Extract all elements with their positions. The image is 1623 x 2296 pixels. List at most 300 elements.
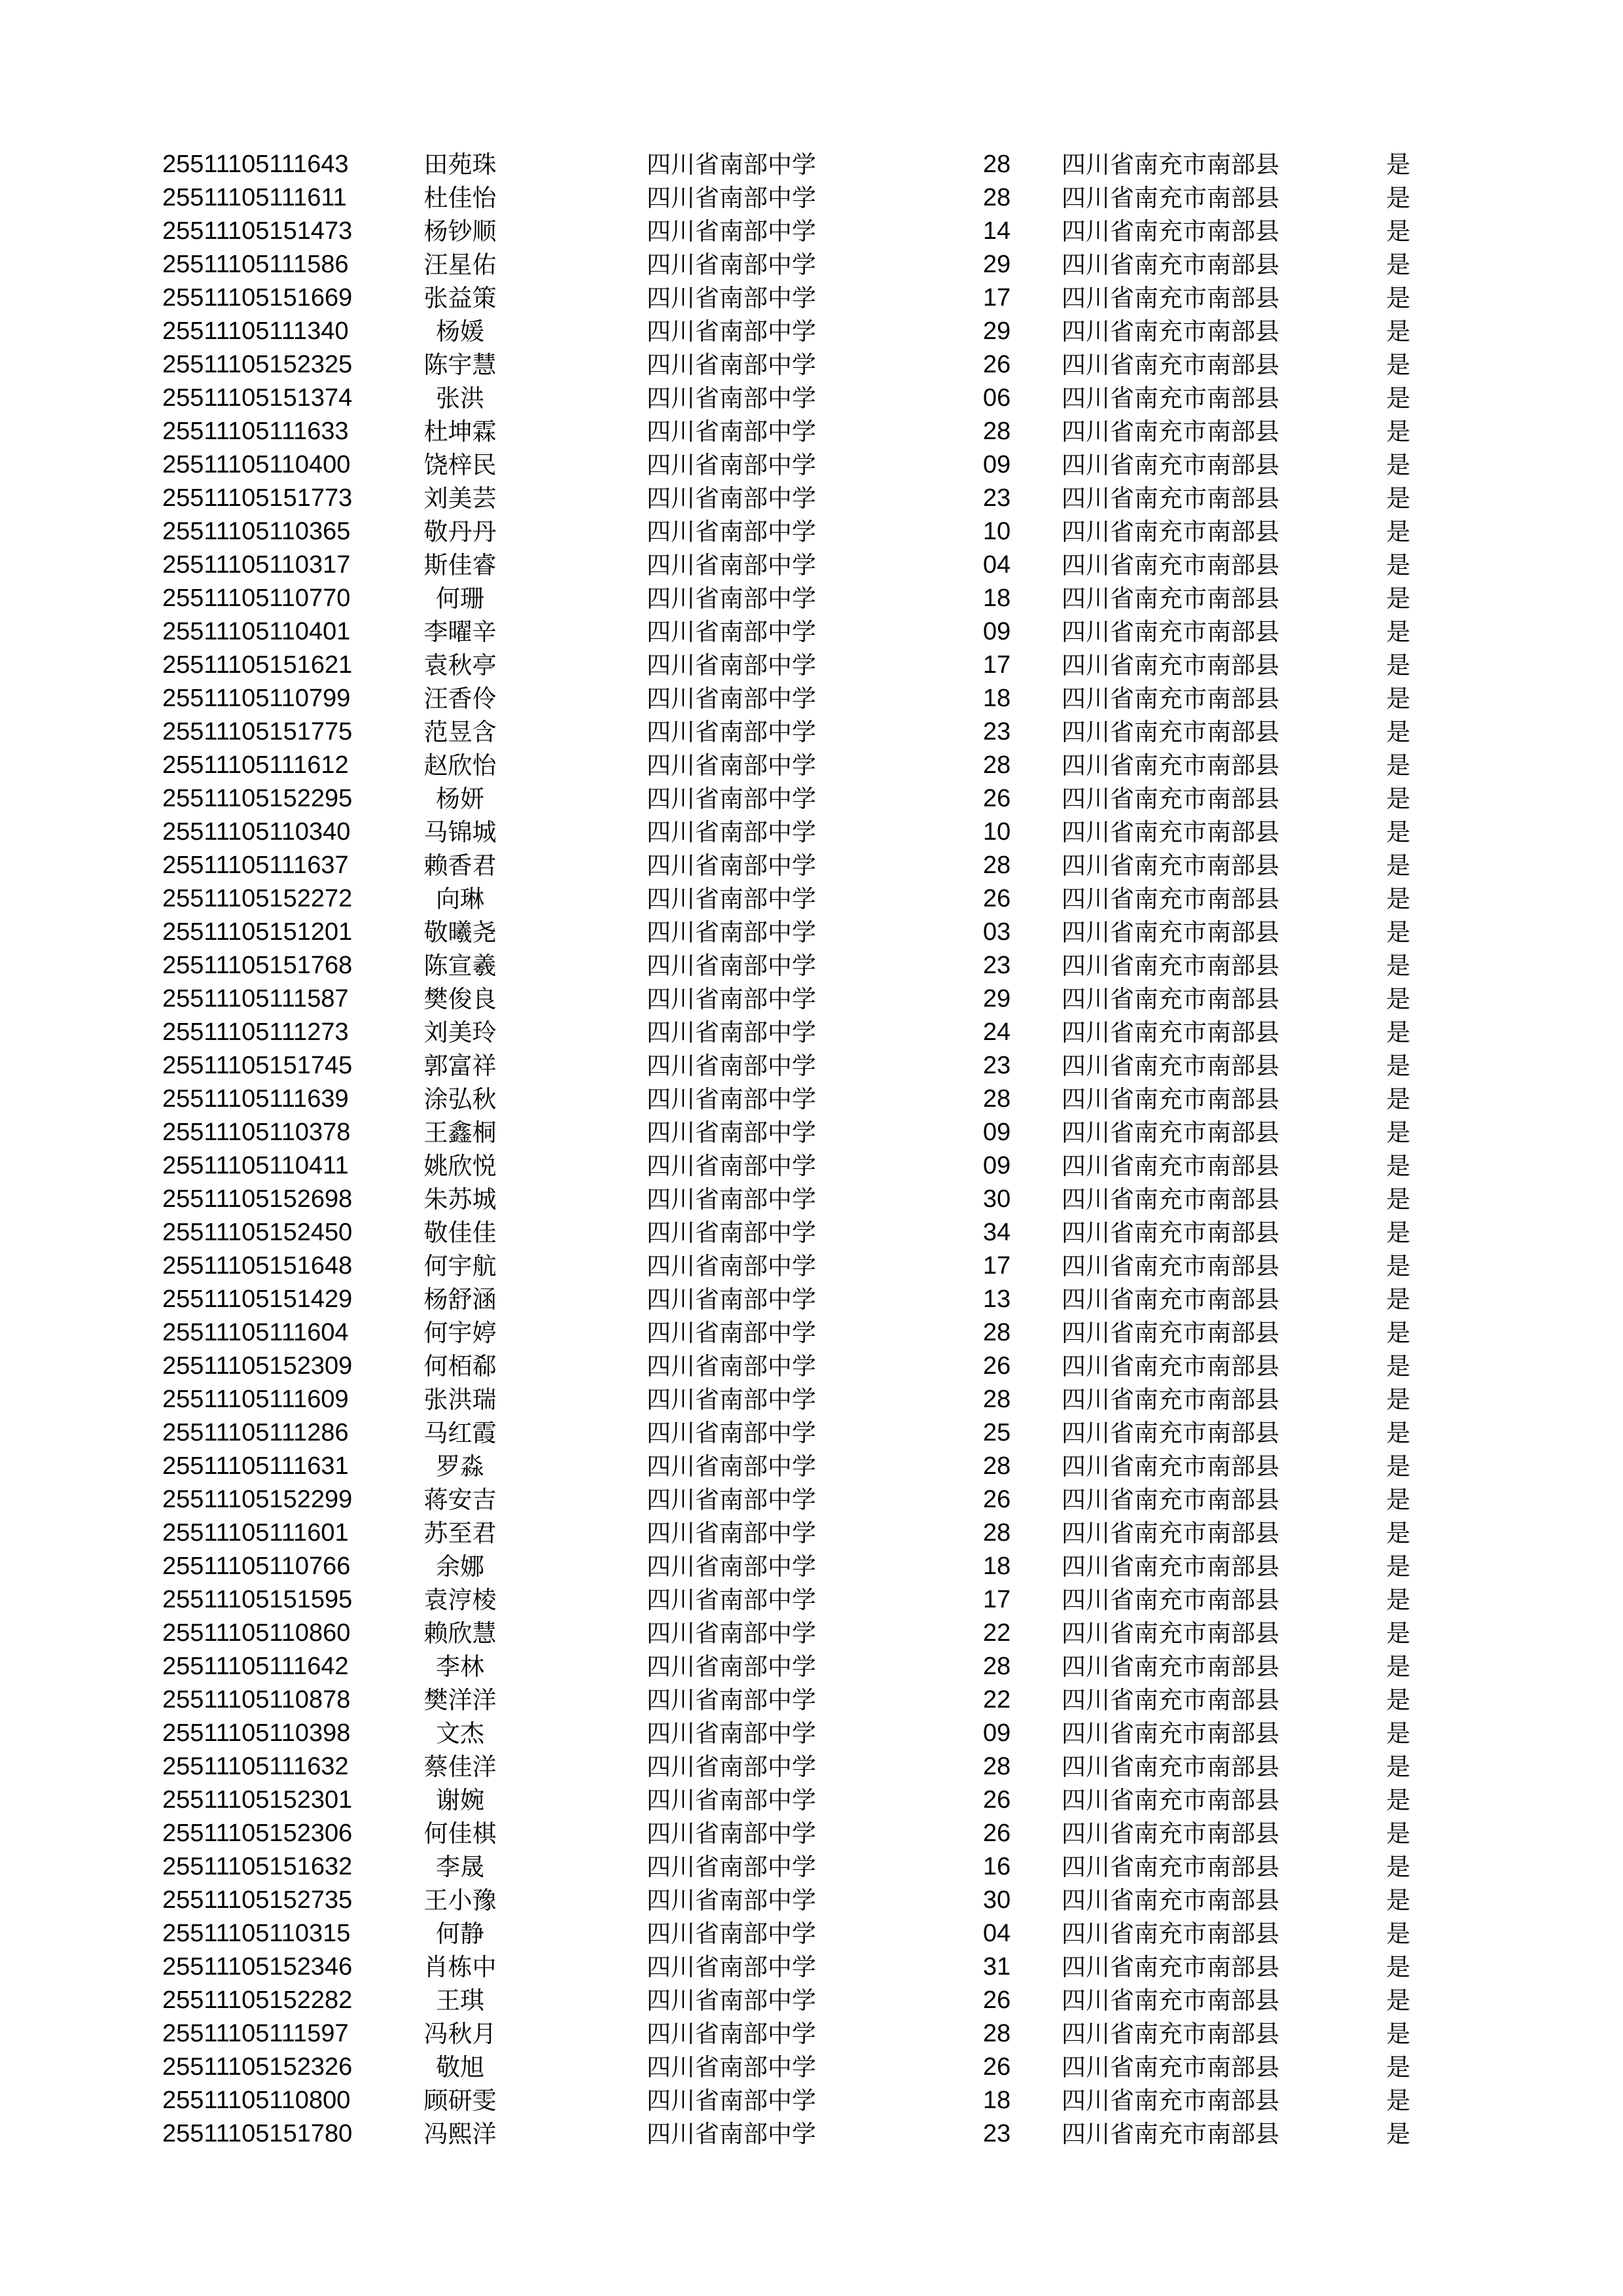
candidate-id-cell: 25511105111633	[162, 418, 349, 445]
table-row	[0, 215, 1623, 248]
school-name-cell: 四川省南部中学	[647, 217, 816, 245]
class-number-cell: 18	[983, 584, 1011, 612]
school-name-cell: 四川省南部中学	[647, 818, 816, 846]
student-name-cell: 赵欣怡	[423, 751, 497, 780]
region-cell: 四川省南充市南部县	[1061, 1986, 1279, 2015]
class-number-cell: 04	[983, 1920, 1011, 1947]
status-flag-cell: 是	[1386, 1986, 1410, 2015]
region-cell: 四川省南充市南部县	[1061, 1619, 1279, 1647]
candidate-id-cell: 25511105111611	[162, 184, 347, 211]
student-name-cell: 马锦城	[423, 818, 497, 846]
class-number-cell: 23	[983, 1052, 1011, 1079]
class-number-cell: 28	[983, 1085, 1011, 1113]
status-flag-cell: 是	[1386, 1486, 1410, 1514]
table-row	[0, 982, 1623, 1016]
student-name-cell: 罗淼	[436, 1452, 484, 1480]
school-name-cell: 四川省南部中学	[647, 1419, 816, 1447]
school-name-cell: 四川省南部中学	[647, 2087, 816, 2115]
table-row	[0, 1617, 1623, 1650]
school-name-cell: 四川省南部中学	[647, 1252, 816, 1280]
region-cell: 四川省南充市南部县	[1061, 852, 1279, 880]
region-cell: 四川省南充市南部县	[1061, 1319, 1279, 1347]
class-number-cell: 28	[983, 151, 1011, 178]
candidate-id-cell: 25511105110770	[162, 584, 351, 612]
status-flag-cell: 是	[1386, 418, 1410, 446]
candidate-id-cell: 25511105152306	[162, 1820, 353, 1847]
status-flag-cell: 是	[1386, 551, 1410, 579]
student-name-cell: 王琪	[436, 1986, 484, 2015]
school-name-cell: 四川省南部中学	[647, 1452, 816, 1480]
candidate-id-cell: 25511105110398	[162, 1719, 351, 1747]
table-row	[0, 2017, 1623, 2051]
student-name-cell: 张洪	[436, 384, 484, 412]
table-row	[0, 515, 1623, 548]
student-name-cell: 何佳棋	[423, 1820, 497, 1848]
class-number-cell: 28	[983, 1753, 1011, 1780]
student-name-cell: 饶梓民	[423, 451, 497, 479]
region-cell: 四川省南充市南部县	[1061, 785, 1279, 813]
school-name-cell: 四川省南部中学	[647, 718, 816, 746]
region-cell: 四川省南充市南部县	[1061, 584, 1279, 613]
region-cell: 四川省南充市南部县	[1061, 885, 1279, 913]
student-name-cell: 姚欣悦	[423, 1152, 497, 1180]
school-name-cell: 四川省南部中学	[647, 1018, 816, 1047]
student-name-cell: 谢婉	[436, 1786, 484, 1814]
candidate-id-cell: 25511105111586	[162, 251, 349, 278]
candidate-id-cell: 25511105151775	[162, 718, 353, 745]
class-number-cell: 26	[983, 1486, 1011, 1513]
candidate-id-cell: 25511105151745	[162, 1052, 353, 1079]
student-name-cell: 樊俊良	[423, 985, 497, 1013]
table-row	[0, 1583, 1623, 1617]
region-cell: 四川省南充市南部县	[1061, 918, 1279, 946]
student-name-cell: 杜坤霖	[423, 418, 497, 446]
student-name-cell: 杜佳怡	[423, 184, 497, 212]
school-name-cell: 四川省南部中学	[647, 852, 816, 880]
status-flag-cell: 是	[1386, 184, 1410, 212]
table-row	[0, 916, 1623, 949]
region-cell: 四川省南充市南部县	[1061, 1686, 1279, 1714]
student-name-cell: 杨舒涵	[423, 1285, 497, 1314]
table-row	[0, 682, 1623, 715]
candidate-id-cell: 25511105111642	[162, 1653, 349, 1680]
student-name-cell: 冯秋月	[423, 2020, 497, 2048]
class-number-cell: 22	[983, 1686, 1011, 1713]
candidate-id-cell: 25511105111631	[162, 1452, 349, 1480]
region-cell: 四川省南充市南部县	[1061, 1552, 1279, 1581]
candidate-id-cell: 25511105152698	[162, 1185, 353, 1213]
region-cell: 四川省南充市南部县	[1061, 1519, 1279, 1547]
student-name-cell: 张洪瑞	[423, 1386, 497, 1414]
status-flag-cell: 是	[1386, 1185, 1410, 1213]
table-row	[0, 1283, 1623, 1316]
status-flag-cell: 是	[1386, 852, 1410, 880]
class-number-cell: 34	[983, 1219, 1011, 1246]
student-name-cell: 向琳	[436, 885, 484, 913]
status-flag-cell: 是	[1386, 1686, 1410, 1714]
candidate-id-cell: 25511105151595	[162, 1586, 353, 1613]
table-row	[0, 1350, 1623, 1383]
region-cell: 四川省南充市南部县	[1061, 1486, 1279, 1514]
status-flag-cell: 是	[1386, 1285, 1410, 1314]
status-flag-cell: 是	[1386, 1452, 1410, 1480]
candidate-id-cell: 25511105151648	[162, 1252, 353, 1280]
region-cell: 四川省南充市南部县	[1061, 751, 1279, 780]
school-name-cell: 四川省南部中学	[647, 1552, 816, 1581]
candidate-id-cell: 25511105110766	[162, 1552, 351, 1580]
student-name-cell: 赖欣慧	[423, 1619, 497, 1647]
class-number-cell: 29	[983, 317, 1011, 345]
status-flag-cell: 是	[1386, 1119, 1410, 1147]
status-flag-cell: 是	[1386, 1586, 1410, 1614]
status-flag-cell: 是	[1386, 1018, 1410, 1047]
status-flag-cell: 是	[1386, 2087, 1410, 2115]
student-name-cell: 朱苏城	[423, 1185, 497, 1213]
table-row	[0, 1083, 1623, 1116]
student-name-cell: 郭富祥	[423, 1052, 497, 1080]
region-cell: 四川省南充市南部县	[1061, 1886, 1279, 1914]
region-cell: 四川省南充市南部县	[1061, 1219, 1279, 1247]
region-cell: 四川省南充市南部县	[1061, 184, 1279, 212]
region-cell: 四川省南充市南部县	[1061, 2020, 1279, 2048]
student-name-cell: 范昱含	[423, 718, 497, 746]
class-number-cell: 28	[983, 751, 1011, 779]
student-name-cell: 肖栋中	[423, 1953, 497, 1981]
table-row	[0, 649, 1623, 682]
table-row	[0, 1450, 1623, 1483]
candidate-id-cell: 25511105111273	[162, 1018, 349, 1046]
table-row	[0, 1516, 1623, 1550]
region-cell: 四川省南充市南部县	[1061, 551, 1279, 579]
region-cell: 四川省南充市南部县	[1061, 251, 1279, 279]
status-flag-cell: 是	[1386, 885, 1410, 913]
candidate-id-cell: 25511105111340	[162, 317, 349, 345]
candidate-id-cell: 25511105111637	[162, 852, 349, 879]
class-number-cell: 17	[983, 1252, 1011, 1280]
status-flag-cell: 是	[1386, 217, 1410, 245]
class-number-cell: 28	[983, 184, 1011, 211]
table-row	[0, 348, 1623, 382]
class-number-cell: 24	[983, 1018, 1011, 1046]
school-name-cell: 四川省南部中学	[647, 751, 816, 780]
school-name-cell: 四川省南部中学	[647, 1352, 816, 1380]
status-flag-cell: 是	[1386, 1920, 1410, 1948]
table-row	[0, 1149, 1623, 1183]
table-row	[0, 1016, 1623, 1049]
status-flag-cell: 是	[1386, 1219, 1410, 1247]
candidate-id-cell: 25511105151621	[162, 651, 353, 679]
candidate-id-cell: 25511105111604	[162, 1319, 349, 1346]
student-name-cell: 汪香伶	[423, 685, 497, 713]
class-number-cell: 25	[983, 1419, 1011, 1446]
table-row	[0, 949, 1623, 982]
status-flag-cell: 是	[1386, 1953, 1410, 1981]
region-cell: 四川省南充市南部县	[1061, 518, 1279, 546]
status-flag-cell: 是	[1386, 1653, 1410, 1681]
status-flag-cell: 是	[1386, 284, 1410, 312]
school-name-cell: 四川省南部中学	[647, 184, 816, 212]
school-name-cell: 四川省南部中学	[647, 451, 816, 479]
student-name-cell: 苏至君	[423, 1519, 497, 1547]
region-cell: 四川省南充市南部县	[1061, 2053, 1279, 2081]
candidate-id-cell: 25511105111597	[162, 2020, 349, 2047]
table-row	[0, 1416, 1623, 1450]
school-name-cell: 四川省南部中学	[647, 251, 816, 279]
table-row	[0, 248, 1623, 281]
class-number-cell: 23	[983, 952, 1011, 979]
school-name-cell: 四川省南部中学	[647, 551, 816, 579]
candidate-id-cell: 25511105110378	[162, 1119, 351, 1146]
school-name-cell: 四川省南部中学	[647, 1285, 816, 1314]
table-row	[0, 749, 1623, 782]
class-number-cell: 26	[983, 785, 1011, 812]
region-cell: 四川省南充市南部县	[1061, 151, 1279, 179]
school-name-cell: 四川省南部中学	[647, 1920, 816, 1948]
region-cell: 四川省南充市南部县	[1061, 1853, 1279, 1881]
region-cell: 四川省南充市南部县	[1061, 451, 1279, 479]
table-row	[0, 882, 1623, 916]
table-row	[0, 1817, 1623, 1850]
region-cell: 四川省南充市南部县	[1061, 1018, 1279, 1047]
region-cell: 四川省南充市南部县	[1061, 618, 1279, 646]
status-flag-cell: 是	[1386, 484, 1410, 512]
school-name-cell: 四川省南部中学	[647, 785, 816, 813]
region-cell: 四川省南充市南部县	[1061, 1052, 1279, 1080]
region-cell: 四川省南充市南部县	[1061, 685, 1279, 713]
class-number-cell: 28	[983, 1386, 1011, 1413]
class-number-cell: 28	[983, 1452, 1011, 1480]
region-cell: 四川省南充市南部县	[1061, 317, 1279, 346]
student-name-cell: 马红霞	[423, 1419, 497, 1447]
status-flag-cell: 是	[1386, 818, 1410, 846]
school-name-cell: 四川省南部中学	[647, 2053, 816, 2081]
class-number-cell: 29	[983, 985, 1011, 1013]
region-cell: 四川省南充市南部县	[1061, 985, 1279, 1013]
region-cell: 四川省南充市南部县	[1061, 1820, 1279, 1848]
school-name-cell: 四川省南部中学	[647, 484, 816, 512]
status-flag-cell: 是	[1386, 151, 1410, 179]
status-flag-cell: 是	[1386, 1352, 1410, 1380]
class-number-cell: 09	[983, 1152, 1011, 1179]
student-name-cell: 杨妍	[436, 785, 484, 813]
class-number-cell: 26	[983, 1986, 1011, 2014]
region-cell: 四川省南充市南部县	[1061, 1386, 1279, 1414]
region-cell: 四川省南充市南部县	[1061, 2120, 1279, 2148]
table-row	[0, 548, 1623, 582]
class-number-cell: 16	[983, 1853, 1011, 1880]
candidate-id-cell: 25511105152735	[162, 1886, 353, 1914]
table-row	[0, 782, 1623, 816]
school-name-cell: 四川省南部中学	[647, 584, 816, 613]
student-name-cell: 王小豫	[423, 1886, 497, 1914]
status-flag-cell: 是	[1386, 317, 1410, 346]
school-name-cell: 四川省南部中学	[647, 351, 816, 379]
student-name-cell: 敬佳佳	[423, 1219, 497, 1247]
table-row	[0, 1316, 1623, 1350]
school-name-cell: 四川省南部中学	[647, 918, 816, 946]
student-name-cell: 王鑫桐	[423, 1119, 497, 1147]
region-cell: 四川省南充市南部县	[1061, 1920, 1279, 1948]
student-name-cell: 冯熙洋	[423, 2120, 497, 2148]
candidate-id-cell: 25511105151632	[162, 1853, 353, 1880]
student-name-cell: 刘美芸	[423, 484, 497, 512]
candidate-id-cell: 25511105110317	[162, 551, 351, 579]
status-flag-cell: 是	[1386, 718, 1410, 746]
status-flag-cell: 是	[1386, 584, 1410, 613]
status-flag-cell: 是	[1386, 1252, 1410, 1280]
candidate-id-cell: 25511105151374	[162, 384, 353, 412]
table-row	[0, 281, 1623, 315]
region-cell: 四川省南充市南部县	[1061, 1719, 1279, 1748]
student-name-cell: 刘美玲	[423, 1018, 497, 1047]
candidate-id-cell: 25511105152299	[162, 1486, 353, 1513]
table-row	[0, 1950, 1623, 1984]
status-flag-cell: 是	[1386, 351, 1410, 379]
status-flag-cell: 是	[1386, 1552, 1410, 1581]
status-flag-cell: 是	[1386, 1719, 1410, 1748]
status-flag-cell: 是	[1386, 785, 1410, 813]
student-name-cell: 袁涥棱	[423, 1586, 497, 1614]
candidate-id-cell: 25511105152295	[162, 785, 353, 812]
class-number-cell: 28	[983, 1319, 1011, 1346]
class-number-cell: 09	[983, 618, 1011, 645]
table-row	[0, 1717, 1623, 1750]
student-name-cell: 顾研雯	[423, 2087, 497, 2115]
region-cell: 四川省南充市南部县	[1061, 952, 1279, 980]
table-row	[0, 1383, 1623, 1416]
class-number-cell: 17	[983, 1586, 1011, 1613]
student-name-cell: 文杰	[436, 1719, 484, 1748]
school-name-cell: 四川省南部中学	[647, 2020, 816, 2048]
table-row	[0, 2084, 1623, 2117]
class-number-cell: 23	[983, 2120, 1011, 2147]
class-number-cell: 26	[983, 1352, 1011, 1380]
table-row	[0, 2051, 1623, 2084]
region-cell: 四川省南充市南部县	[1061, 484, 1279, 512]
class-number-cell: 13	[983, 1285, 1011, 1313]
status-flag-cell: 是	[1386, 685, 1410, 713]
school-name-cell: 四川省南部中学	[647, 151, 816, 179]
table-row	[0, 1116, 1623, 1149]
school-name-cell: 四川省南部中学	[647, 1786, 816, 1814]
status-flag-cell: 是	[1386, 2053, 1410, 2081]
table-row	[0, 1550, 1623, 1583]
status-flag-cell: 是	[1386, 751, 1410, 780]
table-row	[0, 2117, 1623, 2151]
candidate-id-cell: 25511105110411	[162, 1152, 349, 1179]
school-name-cell: 四川省南部中学	[647, 685, 816, 713]
candidate-id-cell: 25511105110340	[162, 818, 351, 846]
status-flag-cell: 是	[1386, 1052, 1410, 1080]
student-name-cell: 田苑珠	[423, 151, 497, 179]
candidate-id-cell: 25511105152309	[162, 1352, 353, 1380]
status-flag-cell: 是	[1386, 1619, 1410, 1647]
candidate-id-cell: 25511105151473	[162, 217, 353, 245]
status-flag-cell: 是	[1386, 1753, 1410, 1781]
student-name-cell: 陈宣羲	[423, 952, 497, 980]
student-name-cell: 斯佳睿	[423, 551, 497, 579]
school-name-cell: 四川省南部中学	[647, 1085, 816, 1113]
candidate-id-cell: 25511105152325	[162, 351, 353, 378]
student-name-cell: 敬旭	[436, 2053, 484, 2081]
status-flag-cell: 是	[1386, 1085, 1410, 1113]
class-number-cell: 18	[983, 685, 1011, 712]
table-row	[0, 1850, 1623, 1884]
status-flag-cell: 是	[1386, 1386, 1410, 1414]
class-number-cell: 26	[983, 351, 1011, 378]
region-cell: 四川省南充市南部县	[1061, 1953, 1279, 1981]
class-number-cell: 23	[983, 718, 1011, 745]
status-flag-cell: 是	[1386, 1820, 1410, 1848]
region-cell: 四川省南充市南部县	[1061, 651, 1279, 679]
school-name-cell: 四川省南部中学	[647, 1519, 816, 1547]
class-number-cell: 18	[983, 2087, 1011, 2114]
status-flag-cell: 是	[1386, 918, 1410, 946]
status-flag-cell: 是	[1386, 1419, 1410, 1447]
status-flag-cell: 是	[1386, 251, 1410, 279]
student-name-cell: 汪星佑	[423, 251, 497, 279]
table-row	[0, 1917, 1623, 1950]
student-name-cell: 余娜	[436, 1552, 484, 1581]
region-cell: 四川省南充市南部县	[1061, 1586, 1279, 1614]
student-name-cell: 杨媛	[436, 317, 484, 346]
candidate-id-cell: 25511105152282	[162, 1986, 353, 2014]
candidate-id-cell: 25511105151429	[162, 1285, 353, 1313]
school-name-cell: 四川省南部中学	[647, 1853, 816, 1881]
student-name-cell: 涂弘秋	[423, 1085, 497, 1113]
candidate-id-cell: 25511105152450	[162, 1219, 353, 1246]
table-row	[0, 715, 1623, 749]
table-row	[0, 1984, 1623, 2017]
table-row	[0, 181, 1623, 215]
student-name-cell: 何宇航	[423, 1252, 497, 1280]
class-number-cell: 03	[983, 918, 1011, 946]
student-name-cell: 敬曦尧	[423, 918, 497, 946]
class-number-cell: 29	[983, 251, 1011, 278]
class-number-cell: 28	[983, 418, 1011, 445]
school-name-cell: 四川省南部中学	[647, 317, 816, 346]
class-number-cell: 26	[983, 1820, 1011, 1847]
region-cell: 四川省南充市南部县	[1061, 1152, 1279, 1180]
student-name-cell: 赖香君	[423, 852, 497, 880]
school-name-cell: 四川省南部中学	[647, 885, 816, 913]
class-number-cell: 09	[983, 1119, 1011, 1146]
table-row	[0, 816, 1623, 849]
status-flag-cell: 是	[1386, 618, 1410, 646]
candidate-id-cell: 25511105111601	[162, 1519, 349, 1547]
candidate-id-cell: 25511105111632	[162, 1753, 349, 1780]
candidate-id-cell: 25511105151773	[162, 484, 353, 512]
table-row	[0, 448, 1623, 482]
status-flag-cell: 是	[1386, 1786, 1410, 1814]
table-row	[0, 482, 1623, 515]
table-row	[0, 615, 1623, 649]
table-row	[0, 1683, 1623, 1717]
school-name-cell: 四川省南部中学	[647, 2120, 816, 2148]
candidate-id-cell: 25511105110799	[162, 685, 351, 712]
status-flag-cell: 是	[1386, 651, 1410, 679]
candidate-id-cell: 25511105151768	[162, 952, 353, 979]
status-flag-cell: 是	[1386, 2020, 1410, 2048]
student-name-cell: 蔡佳洋	[423, 1753, 497, 1781]
table-row	[0, 415, 1623, 448]
region-cell: 四川省南充市南部县	[1061, 1653, 1279, 1681]
candidate-id-cell: 25511105110860	[162, 1619, 351, 1647]
candidate-id-cell: 25511105152326	[162, 2053, 353, 2081]
region-cell: 四川省南充市南部县	[1061, 1252, 1279, 1280]
student-name-cell: 樊洋洋	[423, 1686, 497, 1714]
student-name-cell: 何静	[436, 1920, 484, 1948]
